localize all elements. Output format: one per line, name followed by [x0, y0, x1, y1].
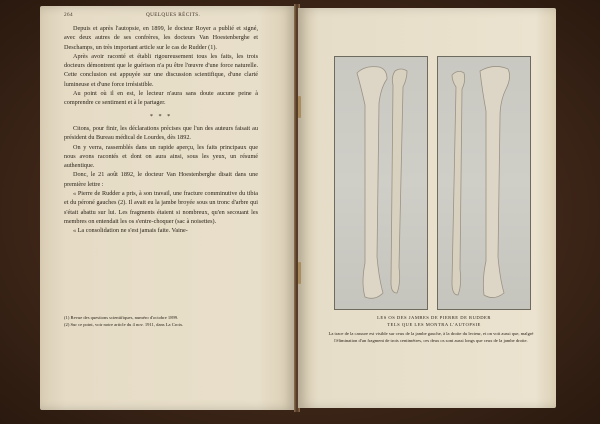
running-head: QUELQUES RÉCITS.: [146, 12, 201, 18]
bone-photo-left: [334, 56, 428, 310]
paragraph: On y verra, rassemblés dans un rapide aperçu, les faits principaux que nous avons racontés et dont on aura ainsi, sous les yeux, un résumé authentique.: [64, 143, 258, 170]
page-number: 264: [64, 12, 73, 18]
left-page-header: [64, 12, 262, 22]
paragraph: Au point où il en est, le lecteur n'aura sans doute aucune peine à comprendre ce sentiment et à le partager.: [64, 90, 258, 107]
binding-thread: [298, 96, 301, 118]
tibia-fibula-right-leg-illustration: [335, 57, 427, 309]
caption-title-line: TELS QUE LES MONTRA L'AUTOPSIE: [387, 322, 481, 327]
binding-thread: [298, 262, 301, 284]
bone-photo-right: [437, 56, 531, 310]
caption-title-line: LES OS DES JAMBES DE PIERRE DE RUDDER: [377, 315, 491, 320]
paragraph: Donc, le 21 août 1892, le docteur Van Hoestenberghe disait dans une première lettre :: [64, 171, 258, 188]
figure-caption-title: [336, 314, 532, 328]
tibia-fibula-left-leg-illustration: [438, 57, 530, 309]
figure-caption-body: La trace de la cassure est visible sur ceux de la jambe gauche, à la droite du lecteur, et on voit aussi que, malgré l'élimination d'un fragment de trois centimètres, ces deux os sont aussi longs que ceux de la jambe droite.: [328, 331, 534, 343]
footnote: (1) Revue des questions scientifiques, numéro d'octobre 1899.: [64, 315, 179, 320]
paragraph: Après avoir raconté et établi rigoureusement tous les faits, les trois docteurs démontrent que le guérison n'a pu être l'œuvre d'une force naturelle. Cette conclusion est appuyée sur une discussion scientifique, d'une clarté lumineuse et d'une force irrésistible.: [64, 52, 258, 88]
paragraph: Depuis et après l'autopsie, en 1899, le docteur Royer a publié et signé, avec deux autres de ses confrères, les docteurs Van Hoestenberghe et Deschamps, un très important article sur le cas de Rudder (1).: [64, 25, 258, 51]
section-separator: * * *: [149, 112, 173, 120]
footnote: (2) Sur ce point, voir notre article du 4 nov. 1911, dans La Croix.: [64, 322, 184, 327]
left-page-body: [64, 24, 258, 236]
paragraph: « Pierre de Rudder a pris, à son travail, une fracture comminutive du tibia et du péroné gauches (2). Il avait eu la jambe broyée sous un tronc d'arbre qui s'était abattu sur lui. Les fragments étaient si nombreux, qu'en secouant les membres on entendait les os s'entre-choquer (sac à noisettes).: [64, 190, 258, 225]
footnotes: [64, 314, 258, 328]
paragraph: « La consolidation ne s'est jamais faite. Vaine-: [73, 227, 188, 235]
paragraph: Citons, pour finir, les déclarations précises que l'un des auteurs faisait au président du Bureau médical de Lourdes, dès 1892.: [64, 124, 258, 142]
